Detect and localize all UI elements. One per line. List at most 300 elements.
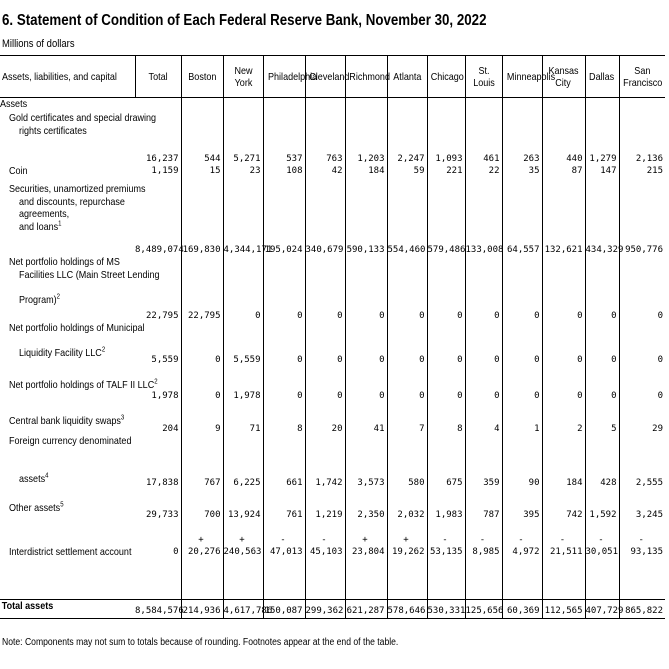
table-title: 6. Statement of Condition of Each Federal Reserve Bank, November 30, 2022 bbox=[2, 12, 487, 29]
value-cell bbox=[427, 256, 465, 322]
value-text: 22,795 bbox=[145, 310, 179, 321]
value-cell bbox=[619, 256, 665, 322]
value-text: 23 bbox=[249, 166, 261, 176]
total-label-cell bbox=[0, 599, 135, 618]
value-text: 22,795 bbox=[187, 310, 221, 321]
sign-marker: - bbox=[442, 534, 448, 545]
row-label-line bbox=[0, 183, 146, 196]
value-cell bbox=[542, 435, 585, 489]
column-header bbox=[263, 56, 317, 98]
row-label-text: Liquidity Facility LLC$^2$ bbox=[19, 346, 106, 359]
units-caption: Millions of dollars bbox=[2, 38, 75, 50]
table-row-coin bbox=[0, 165, 665, 183]
sign-marker: + bbox=[198, 534, 204, 545]
value-text: 15 bbox=[209, 166, 221, 176]
value-cell bbox=[345, 165, 387, 183]
value-cell bbox=[135, 165, 181, 183]
sign-marker: + bbox=[362, 534, 368, 545]
value-cell bbox=[181, 521, 223, 559]
value-text: 0 bbox=[657, 354, 663, 365]
value-text: 20,276 bbox=[187, 547, 221, 557]
value-text: 4,344,171 bbox=[223, 244, 273, 255]
total-value: 4,617,786 bbox=[223, 606, 273, 616]
section-label-cell bbox=[0, 98, 135, 113]
value-text: 0 bbox=[215, 354, 221, 365]
value-text: 5,559 bbox=[151, 354, 179, 365]
row-label-text: Securities, unamortized premiums bbox=[9, 183, 146, 195]
value-cell bbox=[345, 521, 387, 559]
value-cell bbox=[223, 322, 263, 366]
value-cell bbox=[387, 366, 427, 402]
total-value-cell bbox=[345, 599, 387, 618]
value-text: 428 bbox=[600, 477, 617, 488]
row-label-line bbox=[0, 322, 145, 335]
total-label: Total assets bbox=[1, 599, 54, 612]
total-value: 60,369 bbox=[506, 606, 540, 616]
row-label-text: and loans$^1$ bbox=[19, 220, 62, 233]
value-text: 108 bbox=[286, 166, 303, 176]
empty-cell bbox=[619, 98, 665, 113]
table-row-fxassets bbox=[0, 435, 665, 489]
value-text: 45,103 bbox=[309, 547, 343, 557]
table-row-swaps bbox=[0, 402, 665, 435]
value-text: 0 bbox=[611, 390, 617, 401]
column-header bbox=[502, 56, 555, 98]
value-cell bbox=[542, 366, 585, 402]
value-cell bbox=[263, 435, 305, 489]
value-text: 763 bbox=[326, 153, 343, 164]
value-cell bbox=[465, 322, 502, 366]
value-cell bbox=[619, 402, 665, 435]
row-label-text: Gold certificates and special drawing bbox=[9, 112, 157, 124]
row-label-text: Central bank liquidity swaps$^3$ bbox=[9, 414, 125, 427]
column-header bbox=[387, 56, 427, 98]
value-text: 4,972 bbox=[512, 547, 540, 557]
value-text: 4 bbox=[494, 423, 500, 434]
value-cell bbox=[223, 435, 263, 489]
table-row-gold bbox=[0, 112, 665, 165]
table-row-securities bbox=[0, 183, 665, 256]
row-label-line bbox=[0, 208, 135, 221]
column-header-text: Boston bbox=[187, 70, 217, 83]
row-label-line bbox=[0, 435, 135, 448]
value-text: 1,742 bbox=[315, 477, 343, 488]
value-cell bbox=[585, 521, 619, 559]
value-cell bbox=[263, 256, 305, 322]
value-cell bbox=[345, 402, 387, 435]
empty-cell bbox=[619, 559, 665, 600]
row-label-text: Other assets$^5$ bbox=[9, 501, 64, 514]
empty-cell bbox=[427, 98, 465, 113]
column-header bbox=[223, 56, 263, 98]
value-text: 0 bbox=[534, 390, 540, 401]
value-cell bbox=[305, 402, 345, 435]
footnote-marker: 2 bbox=[154, 378, 158, 385]
table-row-mlf bbox=[0, 322, 665, 366]
value-text: 221 bbox=[446, 166, 463, 176]
table-header-row bbox=[0, 56, 665, 98]
column-header bbox=[619, 56, 665, 98]
row-label-text: rights certificates bbox=[19, 124, 87, 137]
row-label-text: Foreign currency denominated bbox=[9, 435, 132, 447]
value-cell bbox=[427, 521, 465, 559]
empty-cell bbox=[387, 559, 427, 600]
value-text: 47,013 bbox=[269, 547, 303, 557]
value-cell bbox=[345, 366, 387, 402]
row-label-text bbox=[19, 281, 22, 294]
row-label bbox=[0, 366, 158, 402]
value-text: 0 bbox=[255, 310, 261, 321]
value-text: 29,733 bbox=[145, 509, 179, 520]
value-cell bbox=[223, 183, 273, 256]
empty-cell bbox=[305, 98, 345, 113]
value-text: 554,460 bbox=[387, 244, 426, 255]
total-value: 530,331 bbox=[427, 606, 466, 616]
value-cell bbox=[387, 256, 427, 322]
row-label-line bbox=[0, 256, 135, 269]
value-text: 537 bbox=[286, 153, 303, 164]
value-text: 2,350 bbox=[357, 509, 385, 520]
row-label-line bbox=[0, 546, 135, 559]
row-label bbox=[0, 435, 135, 489]
value-text: 5,559 bbox=[233, 354, 261, 365]
value-text: 0 bbox=[419, 310, 425, 321]
value-text: 8,489,074 bbox=[135, 244, 184, 255]
value-text: 2,555 bbox=[635, 477, 663, 488]
value-cell bbox=[585, 366, 619, 402]
value-cell bbox=[619, 489, 665, 521]
footnote-marker: 4 bbox=[45, 472, 49, 479]
value-text: 1,159 bbox=[151, 166, 179, 176]
row-label-text: Facilities LLC (Main Street Lending bbox=[19, 268, 160, 281]
header-label: Assets, liabilities, and capital bbox=[2, 70, 117, 83]
value-cell bbox=[387, 435, 427, 489]
value-cell bbox=[465, 402, 502, 435]
total-value-cell bbox=[223, 599, 273, 618]
sign-marker: - bbox=[638, 534, 644, 545]
spacer-row bbox=[0, 559, 665, 600]
column-header-text: Richmond bbox=[348, 70, 390, 83]
value-cell bbox=[263, 183, 305, 256]
value-text: 0 bbox=[379, 310, 385, 321]
row-label bbox=[0, 489, 135, 521]
value-text: 169,830 bbox=[182, 244, 221, 255]
value-cell bbox=[502, 521, 542, 559]
row-label-text bbox=[19, 448, 22, 461]
empty-cell bbox=[542, 559, 585, 600]
value-text: 1,219 bbox=[315, 509, 343, 520]
value-text: 13,924 bbox=[227, 509, 261, 520]
value-cell bbox=[223, 402, 263, 435]
footnote-marker: 1 bbox=[58, 220, 62, 227]
value-text: 340,679 bbox=[305, 244, 344, 255]
value-cell bbox=[345, 489, 387, 521]
value-text: 461 bbox=[483, 153, 500, 164]
value-text: 8 bbox=[297, 423, 303, 434]
value-cell bbox=[619, 521, 665, 559]
value-cell bbox=[542, 402, 585, 435]
value-text: 0 bbox=[494, 390, 500, 401]
total-value-cell bbox=[502, 599, 542, 618]
value-cell bbox=[427, 322, 465, 366]
total-value-cell bbox=[263, 599, 305, 618]
sign-marker: - bbox=[479, 534, 486, 545]
table-row-msfacilities bbox=[0, 256, 665, 322]
value-cell bbox=[427, 366, 465, 402]
footnote-marker: 2 bbox=[101, 346, 106, 354]
value-text: 440 bbox=[566, 153, 583, 164]
total-value: 214,936 bbox=[182, 606, 221, 616]
row-label bbox=[0, 256, 160, 322]
row-label-line bbox=[0, 347, 135, 360]
column-header bbox=[181, 56, 223, 98]
value-text: 1,093 bbox=[435, 153, 463, 164]
sign-marker: + bbox=[239, 534, 245, 545]
total-value-cell bbox=[387, 599, 427, 618]
value-text: 950,776 bbox=[625, 244, 663, 255]
value-text: 133,008 bbox=[465, 244, 504, 255]
row-label-line bbox=[0, 366, 135, 379]
total-value: 112,565 bbox=[544, 606, 583, 616]
value-text: 35 bbox=[528, 166, 540, 176]
table-row-talf bbox=[0, 366, 665, 402]
value-cell bbox=[181, 183, 223, 256]
empty-cell bbox=[345, 98, 387, 113]
value-text: 742 bbox=[566, 509, 583, 520]
value-cell bbox=[387, 183, 427, 256]
value-text: 0 bbox=[611, 354, 617, 365]
empty-cell bbox=[465, 559, 502, 600]
value-text: 0 bbox=[379, 390, 385, 401]
value-cell bbox=[263, 402, 305, 435]
value-text: 90 bbox=[528, 477, 540, 488]
value-cell bbox=[542, 322, 585, 366]
column-header-text: Minneapolis bbox=[506, 70, 555, 83]
value-cell bbox=[305, 366, 345, 402]
value-text: 17,838 bbox=[145, 477, 179, 488]
total-value-cell bbox=[585, 599, 624, 618]
column-header bbox=[427, 56, 465, 98]
value-text: 787 bbox=[483, 509, 500, 520]
value-cell bbox=[585, 435, 619, 489]
table-note: Note: Components may not sum to totals because of rounding. Footnotes appear at the end of the table. bbox=[2, 637, 399, 648]
value-cell bbox=[427, 402, 465, 435]
value-cell bbox=[465, 256, 502, 322]
empty-cell bbox=[502, 98, 542, 113]
total-value-cell bbox=[465, 599, 502, 618]
value-cell bbox=[387, 402, 427, 435]
row-label-line bbox=[0, 281, 135, 294]
value-text: 87 bbox=[571, 166, 583, 176]
empty-cell bbox=[181, 98, 223, 113]
value-cell bbox=[619, 435, 665, 489]
value-text: 0 bbox=[297, 354, 303, 365]
spacer-cell bbox=[0, 559, 135, 600]
value-text: 2,247 bbox=[397, 153, 425, 164]
value-text: 1,983 bbox=[435, 509, 463, 520]
value-cell bbox=[263, 366, 305, 402]
value-cell bbox=[542, 256, 585, 322]
row-label-line bbox=[0, 489, 135, 502]
value-text: 434,329 bbox=[585, 244, 624, 255]
row-label-line bbox=[0, 335, 135, 348]
value-cell bbox=[223, 521, 263, 559]
sign-marker: - bbox=[321, 534, 327, 545]
empty-cell bbox=[585, 559, 619, 600]
row-label-text: assets$^4$ bbox=[19, 472, 49, 485]
row-label-line bbox=[0, 448, 135, 461]
section-label: Assets bbox=[0, 98, 28, 110]
value-cell bbox=[181, 165, 223, 183]
footnote-marker: 3 bbox=[120, 414, 125, 421]
value-cell bbox=[585, 402, 619, 435]
column-header-text: New York bbox=[233, 64, 253, 89]
column-header-text: Atlanta bbox=[392, 70, 422, 83]
value-cell bbox=[542, 521, 585, 559]
value-text: 184 bbox=[566, 477, 583, 488]
value-text: 8,985 bbox=[472, 547, 500, 557]
value-cell bbox=[305, 112, 345, 165]
value-cell bbox=[502, 366, 542, 402]
value-text: 0 bbox=[611, 310, 617, 321]
value-text: 1,592 bbox=[589, 509, 617, 520]
empty-cell bbox=[427, 559, 465, 600]
column-header bbox=[135, 56, 181, 98]
value-text: 1,203 bbox=[357, 153, 385, 164]
value-text: 2 bbox=[577, 423, 583, 434]
empty-cell bbox=[223, 559, 263, 600]
column-header bbox=[585, 56, 619, 98]
value-text: 0 bbox=[337, 310, 343, 321]
table-row-interdistrict bbox=[0, 521, 665, 559]
value-text: 23,804 bbox=[351, 547, 385, 557]
row-label-line bbox=[0, 534, 135, 547]
value-text: 0 bbox=[577, 310, 583, 321]
row-label bbox=[0, 402, 135, 435]
value-text: 147 bbox=[600, 166, 617, 176]
value-cell bbox=[465, 489, 502, 521]
value-text: 41 bbox=[373, 423, 385, 434]
value-cell bbox=[305, 489, 345, 521]
value-text: 1 bbox=[534, 423, 540, 434]
value-text: 195,024 bbox=[264, 244, 303, 255]
empty-cell bbox=[502, 559, 542, 600]
row-label-line bbox=[0, 125, 135, 138]
value-cell bbox=[585, 165, 619, 183]
row-label-text: Interdistrict settlement account bbox=[9, 546, 132, 558]
value-text: 53,135 bbox=[429, 547, 463, 557]
value-cell bbox=[465, 183, 502, 256]
value-text: 0 bbox=[297, 390, 303, 401]
total-value-cell bbox=[427, 599, 465, 618]
value-cell bbox=[502, 165, 542, 183]
value-cell bbox=[305, 435, 345, 489]
value-text: 579,486 bbox=[427, 244, 466, 255]
total-value-cell bbox=[542, 599, 585, 618]
total-value: 407,729 bbox=[585, 606, 624, 616]
value-cell bbox=[345, 256, 387, 322]
value-cell bbox=[135, 256, 181, 322]
row-label-text: agreements, bbox=[19, 208, 70, 220]
value-text: 0 bbox=[494, 310, 500, 321]
row-label-line bbox=[0, 402, 135, 415]
value-text: 0 bbox=[457, 310, 463, 321]
value-text: 1,978 bbox=[151, 390, 179, 401]
value-cell bbox=[181, 256, 223, 322]
row-label-text: Net portfolio holdings of Municipal bbox=[9, 322, 145, 334]
empty-cell bbox=[585, 98, 619, 113]
value-cell bbox=[181, 112, 223, 165]
value-text: 761 bbox=[286, 509, 303, 520]
value-text: 0 bbox=[337, 354, 343, 365]
row-label-text bbox=[9, 402, 12, 415]
value-cell bbox=[181, 435, 223, 489]
column-header bbox=[465, 56, 502, 98]
value-cell bbox=[619, 112, 665, 165]
row-label-text bbox=[9, 366, 12, 379]
value-cell bbox=[387, 165, 427, 183]
value-text: 3,573 bbox=[357, 477, 385, 488]
value-text: 1,978 bbox=[233, 390, 261, 401]
value-text: 0 bbox=[379, 354, 385, 365]
row-label bbox=[0, 521, 135, 559]
total-value-cell bbox=[619, 599, 665, 618]
footnote-marker: 5 bbox=[60, 501, 64, 508]
value-cell bbox=[619, 183, 665, 256]
empty-cell bbox=[387, 98, 427, 113]
value-text: 0 bbox=[215, 390, 221, 401]
row-label-text: Net portfolio holdings of MS bbox=[9, 256, 120, 268]
value-text: 767 bbox=[204, 477, 221, 488]
row-label bbox=[0, 322, 145, 366]
value-text: 0 bbox=[657, 390, 663, 401]
value-cell bbox=[542, 165, 585, 183]
value-cell bbox=[427, 489, 465, 521]
value-cell bbox=[181, 366, 223, 402]
value-text: 700 bbox=[204, 509, 221, 520]
value-cell bbox=[427, 435, 465, 489]
value-cell bbox=[305, 521, 345, 559]
empty-cell bbox=[181, 559, 223, 600]
value-cell bbox=[387, 521, 427, 559]
column-header bbox=[305, 56, 349, 98]
value-text: 359 bbox=[483, 477, 500, 488]
value-text: 93,135 bbox=[630, 547, 663, 557]
value-cell bbox=[542, 112, 585, 165]
column-header-text: Cleveland bbox=[308, 70, 349, 83]
column-header-text: City bbox=[555, 76, 572, 89]
value-text: 0 bbox=[337, 390, 343, 401]
row-label-text bbox=[9, 534, 12, 547]
value-cell bbox=[263, 112, 305, 165]
row-label-line bbox=[0, 165, 135, 178]
value-cell bbox=[502, 435, 542, 489]
sign-marker: + bbox=[403, 534, 409, 545]
value-cell bbox=[345, 112, 387, 165]
value-text: 0 bbox=[419, 390, 425, 401]
value-text: 263 bbox=[523, 153, 540, 164]
value-text: 0 bbox=[657, 310, 663, 321]
value-text: 0 bbox=[494, 354, 500, 365]
value-text: 1,279 bbox=[589, 153, 617, 164]
column-header-text: Kansas bbox=[548, 64, 579, 77]
value-cell bbox=[427, 165, 465, 183]
column-header-text: Francisco bbox=[622, 76, 662, 89]
value-text: 29 bbox=[652, 423, 663, 434]
empty-cell bbox=[263, 98, 305, 113]
value-cell bbox=[223, 165, 263, 183]
value-text: 132,621 bbox=[544, 244, 583, 255]
